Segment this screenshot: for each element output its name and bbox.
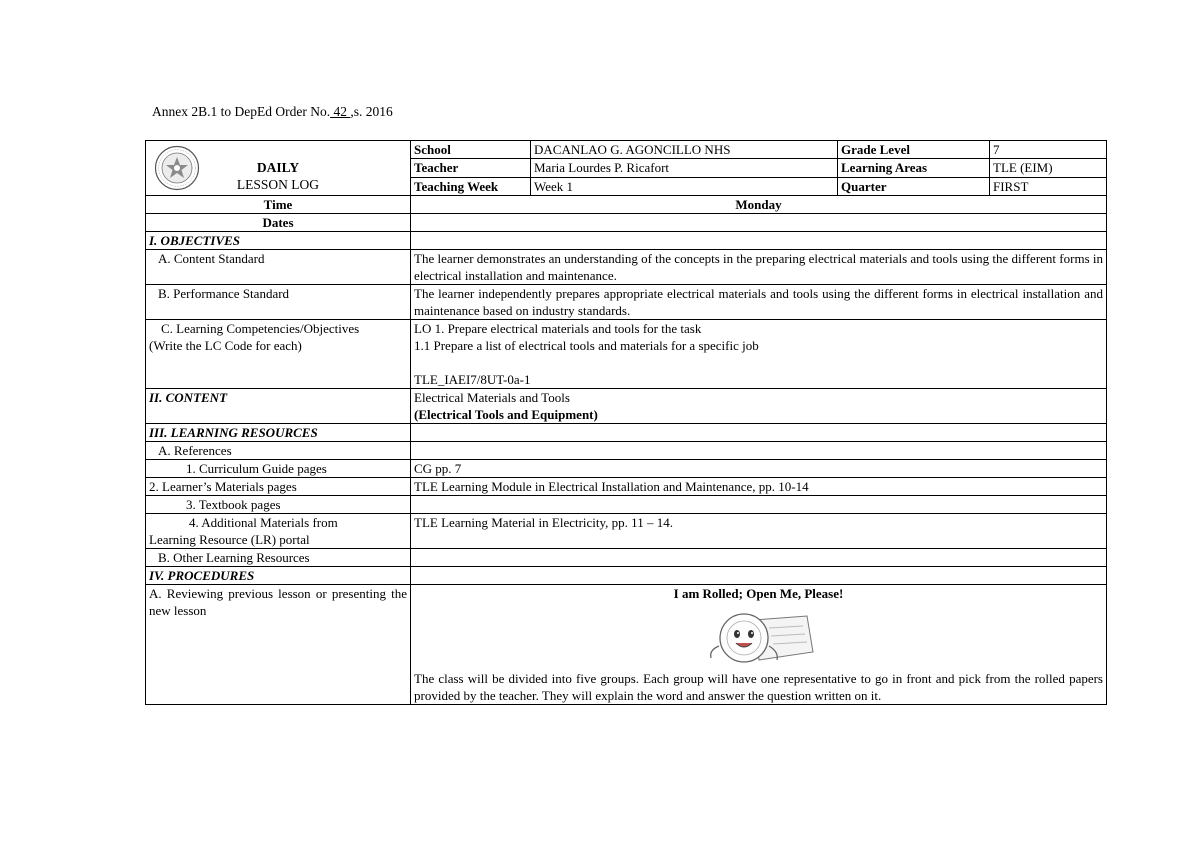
school-label: School: [411, 141, 531, 159]
additional-materials-line1: 4. Additional Materials from: [189, 515, 338, 530]
objectives-empty: [411, 232, 1107, 250]
other-resources-value: [411, 549, 1107, 567]
quarter-value: FIRST: [990, 177, 1107, 195]
annex-reference: [152, 104, 393, 120]
additional-materials-line2: Learning Resource (LR) portal: [149, 532, 310, 547]
performance-standard-text: The learner independently prepares appropriate electrical materials and tools using the different forms in electrical installation and maintenance based on industry standards.: [411, 285, 1107, 320]
grade-level-value: 7: [990, 141, 1107, 159]
learning-resources-empty: [411, 424, 1107, 442]
other-resources-label: B. Other Learning Resources: [146, 549, 411, 567]
daily-lesson-log-table: [145, 140, 1107, 705]
teaching-week-label: Teaching Week: [411, 177, 531, 195]
content-line1: Electrical Materials and Tools: [414, 390, 570, 405]
performance-standard-label: B. Performance Standard: [146, 285, 411, 320]
references-empty: [411, 442, 1107, 460]
competencies-label-line1: C. Learning Competencies/Objectives: [161, 321, 360, 336]
curriculum-guide-value: CG pp. 7: [411, 460, 1107, 478]
content-line2: (Electrical Tools and Equipment): [414, 407, 598, 422]
time-label: Time: [146, 196, 411, 214]
reviewing-lesson-label: A. Reviewing previous lesson or presenting the new lesson: [146, 585, 411, 705]
dates-value: [411, 214, 1107, 232]
school-value: DACANLAO G. AGONCILLO NHS: [531, 141, 838, 159]
content-standard-label: A. Content Standard: [146, 250, 411, 285]
content-heading: II. CONTENT: [146, 389, 411, 424]
procedures-heading: IV. PROCEDURES: [146, 567, 411, 585]
activity-text: The class will be divided into five groups. Each group will have one representative to go in front and pick from the rolled papers provided by the teacher. They will explain the word and answer the question written on it.: [414, 671, 1103, 703]
order-number: 42: [330, 104, 351, 119]
competencies-label: [146, 320, 411, 389]
grade-level-label: Grade Level: [838, 141, 990, 159]
annex-suffix: ,s. 2016: [350, 104, 393, 119]
competencies-value: [411, 320, 1107, 389]
rolled-paper-mascot-icon: [699, 608, 819, 666]
content-value: [411, 389, 1107, 424]
header-title-cell: [146, 141, 411, 196]
activity-cell: [411, 585, 1107, 705]
activity-title: I am Rolled; Open Me, Please!: [673, 586, 844, 601]
learning-areas-label: Learning Areas: [838, 159, 990, 177]
objectives-heading: I. OBJECTIVES: [146, 232, 411, 250]
annex-prefix: Annex 2B.1 to DepEd Order No.: [152, 104, 331, 119]
content-standard-text: The learner demonstrates an understanding of the concepts in the preparing electrical materials and tools using the different forms in electrical installation and maintenance.: [411, 250, 1107, 285]
learners-materials-value: TLE Learning Module in Electrical Installation and Maintenance, pp. 10-14: [411, 478, 1107, 496]
procedures-empty: [411, 567, 1107, 585]
learning-resources-heading: III. LEARNING RESOURCES: [146, 424, 411, 442]
teacher-label: Teacher: [411, 159, 531, 177]
teaching-week-value: Week 1: [531, 177, 838, 195]
quarter-label: Quarter: [838, 177, 990, 195]
learning-areas-value: TLE (EIM): [990, 159, 1107, 177]
lc-code: TLE_IAEI7/8UT-0a-1: [414, 372, 531, 387]
dates-label: Dates: [146, 214, 411, 232]
log-title-lesson-log: LESSON LOG: [236, 177, 320, 192]
log-title-daily: DAILY: [256, 160, 300, 175]
textbook-label: 3. Textbook pages: [146, 496, 411, 514]
learning-outcome: LO 1. Prepare electrical materials and tools for the task: [414, 321, 702, 336]
learning-outcome-sub: 1.1 Prepare a list of electrical tools and materials for a specific job: [414, 338, 759, 353]
competencies-label-line2: (Write the LC Code for each): [149, 338, 302, 353]
additional-materials-value: TLE Learning Material in Electricity, pp. 11 – 14.: [411, 514, 1107, 549]
additional-materials-label: [146, 514, 411, 549]
references-label: A. References: [146, 442, 411, 460]
curriculum-guide-label: 1. Curriculum Guide pages: [146, 460, 411, 478]
teacher-value: Maria Lourdes P. Ricafort: [531, 159, 838, 177]
textbook-value: [411, 496, 1107, 514]
day-heading: Monday: [411, 196, 1107, 214]
learners-materials-label: 2. Learner’s Materials pages: [146, 478, 411, 496]
log-title: [146, 159, 410, 193]
